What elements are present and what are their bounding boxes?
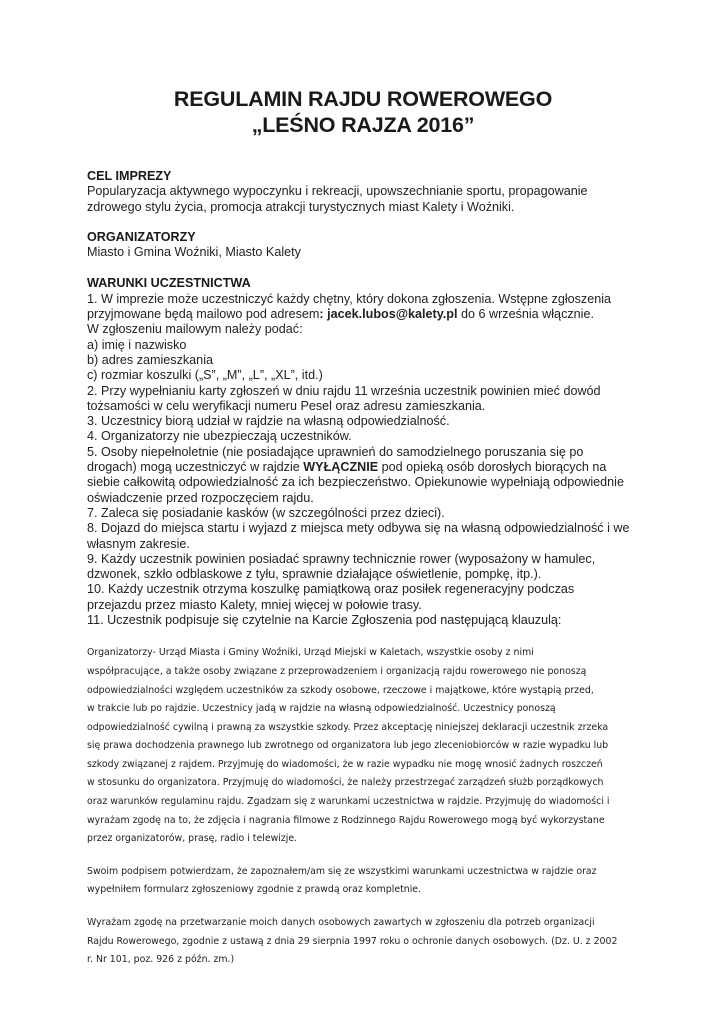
text-line: wyrażam zgodę na to, że zdjęcia i nagrania filmowe z Rodzinnego Rajdu Rowerowego mogą być wykorzystane bbox=[87, 814, 605, 826]
text-line: 10. Każdy uczestnik otrzyma koszulkę pamiątkową oraz posiłek regeneracyjny podczas bbox=[87, 582, 575, 597]
text-line: oraz warunków regulaminu rajdu. Zgadzam się z warunkami uczestnictwa w rajdzie. Przyjmuję do wiadomości i bbox=[87, 796, 610, 808]
text-fragment: pod opieką osób dorosłych biorących na bbox=[378, 460, 607, 475]
document-page bbox=[87, 86, 639, 970]
text-line: przez organizatorów, prasę, radio i telewizje. bbox=[87, 833, 298, 845]
clause-text bbox=[87, 863, 639, 900]
clause-text bbox=[87, 644, 639, 849]
text-line: a) imię i nazwisko bbox=[87, 337, 187, 352]
text-line: Miasto i Gmina Woźniki, Miasto Kalety bbox=[87, 245, 301, 260]
clause-paragraph-1 bbox=[87, 644, 639, 849]
text-line: 11. Uczestnik podpisuje się czytelnie na Karcie Zgłoszenia pod następującą klauzulą: bbox=[87, 613, 562, 628]
title-line-1: REGULAMIN RAJDU ROWEROWEGO bbox=[173, 87, 553, 111]
text-line: siebie całkowitą odpowiedzialność za ich bezpieczeństwo. Opiekunowie wypełniają odpowiednie bbox=[87, 475, 624, 490]
text-line: Wyrażam zgodę na przetwarzanie moich danych osobowych zawartych w zgłoszeniu dla potrzeb organizacji bbox=[87, 917, 595, 929]
text-line: współpracujące, a także osoby związane z przeprowadzeniem i organizacją rajdu rowerowego nie ponoszą bbox=[87, 665, 587, 677]
clause-text bbox=[87, 914, 639, 970]
section-heading: ORGANIZATORZY bbox=[87, 229, 196, 244]
text-line: w trakcie lub po rajdzie. Uczestnicy jadą w rajdzie na własną odpowiedzialność. Uczestnicy ponoszą bbox=[87, 703, 556, 715]
text-line: w stosunku do organizatora. Przyjmuję do wiadomości, że należy przestrzegać zarządzeń służb porządkowych bbox=[87, 777, 604, 789]
text-line: Swoim podpisem potwierdzam, że zapoznałem/am się ze wszystkimi warunkami uczestnictwa w rajdzie oraz bbox=[87, 865, 597, 877]
text-line: 8. Dojazd do miejsca startu i wyjazd z miejsca mety odbywa się na własną odpowiedzialność i we bbox=[87, 521, 630, 536]
text-line: odpowiedzialność cywilną i prawną za wszystkie szkody. Przez akceptację niniejszej deklaracji uczestnik zrzeka bbox=[87, 721, 609, 733]
text-line: wypełniłem formularz zgłoszeniowy zgodnie z prawdą oraz kompletnie. bbox=[87, 884, 422, 896]
text-line: 1. W imprezie może uczestniczyć każdy chętny, który dokona zgłoszenia. Wstępne zgłoszenia bbox=[87, 291, 612, 306]
text-line: zdrowego stylu życia, promocja atrakcji turystycznych miast Kalety i Woźniki. bbox=[87, 199, 515, 214]
text-line: odpowiedzialności względem uczestników za szkody osobowe, rzeczowe i majątkowe, które wystąpią przed, bbox=[87, 684, 594, 696]
section-warunki bbox=[87, 276, 639, 628]
text-line: szkody związanej z rajdem. Przyjmuję do wiadomości, że w razie wypadku nie mogę wnosić żadnych roszczeń bbox=[87, 758, 603, 770]
text-line: 9. Każdy uczestnik powinien posiadać sprawny technicznie rower (wyposażony w hamulec, bbox=[87, 551, 596, 566]
section-body bbox=[87, 245, 639, 260]
email-address: : jacek.lubos@kalety.pl bbox=[319, 307, 458, 322]
text-line: r. Nr 101, poz. 926 z późn. zm.) bbox=[87, 954, 235, 966]
text-line bbox=[87, 460, 639, 475]
text-line: Rajdu Rowerowego, zgodnie z ustawą z dnia 29 sierpnia 1997 roku o ochronie danych osobowych. (Dz. U. z 2002 bbox=[87, 935, 618, 947]
clause-paragraph-2 bbox=[87, 863, 639, 900]
text-fragment: drogach) mogą uczestniczyć w rajdzie bbox=[87, 460, 304, 475]
section-cel bbox=[87, 169, 639, 215]
text-fragment: przyjmowane będą mailowo pod adresem bbox=[87, 307, 320, 322]
text-line: 7. Zaleca się posiadanie kasków (w szczególności przez dzieci). bbox=[87, 505, 445, 520]
text-line: 5. Osoby niepełnoletnie (nie posiadające uprawnień do samodzielnego poruszania się po bbox=[87, 444, 584, 459]
text-line: W zgłoszeniu mailowym należy podać: bbox=[87, 322, 303, 337]
text-line: Organizatorzy- Urząd Miasta i Gminy Woźniki, Urząd Miejski w Kaletach, wszystkie osoby z nimi bbox=[87, 647, 534, 659]
text-line: c) rozmiar koszulki („S”, „M”, „L”, „XL”, itd.) bbox=[87, 368, 323, 383]
text-line: własnym zakresie. bbox=[87, 536, 190, 551]
text-line: przejazdu przez miasto Kalety, mniej więcej w połowie trasy. bbox=[87, 597, 422, 612]
emphasis-text: WYŁĄCZNIE bbox=[303, 460, 379, 475]
text-line: 4. Organizatorzy nie ubezpieczają uczestników. bbox=[87, 429, 352, 444]
text-line: tożsamości w celu weryfikacji numeru Pesel oraz adresu zamieszkania. bbox=[87, 398, 486, 413]
text-line bbox=[87, 307, 639, 322]
title-line-2: „LEŚNO RAJZA 2016” bbox=[251, 113, 475, 137]
text-fragment: do 6 września włącznie. bbox=[457, 307, 594, 322]
section-organizatorzy bbox=[87, 230, 639, 261]
text-line: 3. Uczestnicy biorą udział w rajdzie na własną odpowiedzialność. bbox=[87, 414, 450, 429]
text-line: dzwonek, szkło odblaskowe z tyłu, sprawnie działające oświetlenie, pompkę, itp.). bbox=[87, 567, 542, 582]
section-body bbox=[87, 184, 639, 215]
section-body bbox=[87, 292, 639, 629]
text-line: 2. Przy wypełnianiu karty zgłoszeń w dniu rajdu 11 września uczestnik powinien mieć dowód bbox=[87, 383, 601, 398]
text-line: b) adres zamieszkania bbox=[87, 352, 213, 367]
section-heading: WARUNKI UCZESTNICTWA bbox=[87, 276, 251, 291]
clause-paragraph-3 bbox=[87, 914, 639, 970]
text-line: Popularyzacja aktywnego wypoczynku i rekreacji, upowszechnianie sportu, propagowanie bbox=[87, 184, 588, 199]
text-line: się prawa dochodzenia prawnego lub zwrotnego od organizatora lub jego zleceniobiorców w razie wypadku lub bbox=[87, 740, 609, 752]
document-title bbox=[87, 86, 639, 138]
section-heading: CEL IMPREZY bbox=[87, 169, 172, 183]
text-line: oświadczenie przed rozpoczęciem rajdu. bbox=[87, 490, 314, 505]
